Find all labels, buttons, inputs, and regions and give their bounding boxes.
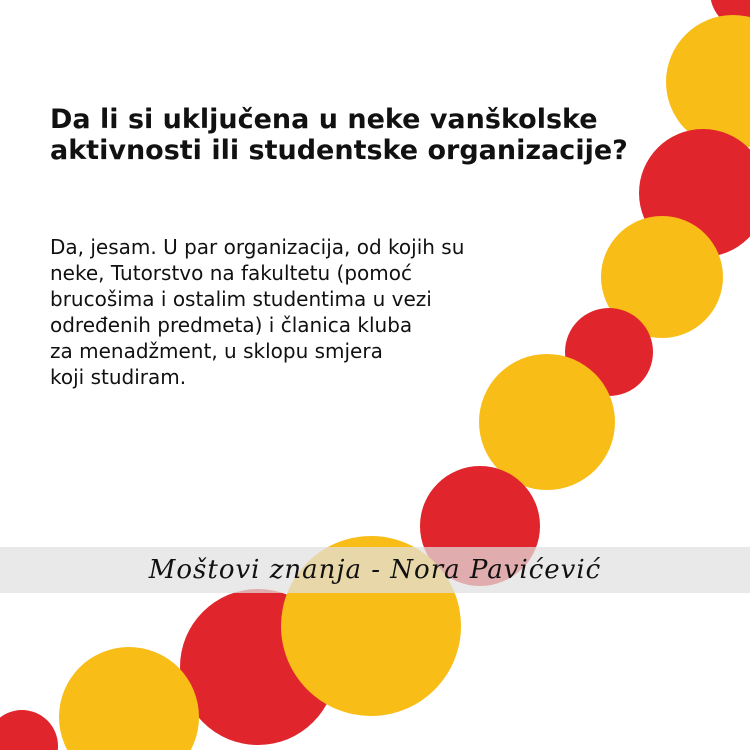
signature-text: Moštovi znanja - Nora Pavićević: [148, 555, 602, 585]
yellow-circle: [666, 15, 750, 149]
answer-line: Da, jesam. U par organizacija, od kojih su: [50, 235, 465, 259]
answer-line: brucošima i ostalim studentima u vezi: [50, 287, 432, 311]
answer-text: [50, 234, 610, 390]
answer-line: neke, Tutorstvo na fakultetu (pomoć: [50, 261, 412, 285]
answer-line: određenih predmeta) i članica kluba: [50, 313, 413, 337]
red-circle: [0, 710, 58, 750]
yellow-circle: [59, 647, 199, 750]
answer-line: za menadžment, u sklopu smjera: [50, 339, 383, 363]
question-heading: Da li si uključena u neke vanškolske aktivnosti ili studentske organizacije?: [50, 104, 628, 166]
answer-line: koji studiram.: [50, 365, 187, 389]
